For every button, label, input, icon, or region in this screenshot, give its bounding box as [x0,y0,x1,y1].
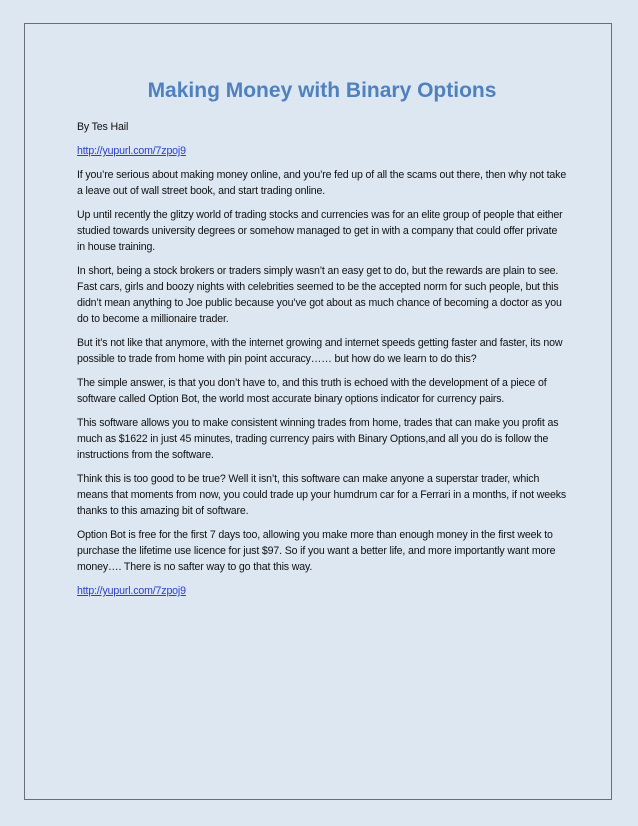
paragraph-3: In short, being a stock brokers or traders simply wasn’t an easy get to do, but the rewards are plain to see. Fast cars, girls and boozy nights with celebrities seemed to be the accepted norm for such people, but this didn’t mean anything to Joe public because you’ve got about as much chance of becoming a doctor as you do to become a millionaire trader. [77,265,562,325]
paragraph-1: If you’re serious about making money online, and you’re fed up of all the scams out there, then why not take a leave out of wall street book, and start trading online. [77,169,567,197]
byline: By Tes Hail [77,121,129,133]
document-body [77,76,567,607]
paragraph-5: The simple answer, is that you don’t have to, and this truth is echoed with the development of a piece of software called Option Bot, the world most accurate binary options indicator for currency pairs. [77,377,547,405]
paragraph-6: This software allows you to make consistent winning trades from home, trades that can make you profit as much as $1622 in just 45 minutes, trading currency pairs with Binary Options,and all you do is follow the instructions from the software. [77,417,559,461]
url-link-bottom[interactable]: http://yupurl.com/7zpoj9 [77,585,186,597]
document-title: Making Money with Binary Options [147,79,497,102]
paragraph-2: Up until recently the glitzy world of trading stocks and currencies was for an elite group of people that either studied towards university degrees or somehow managed to get in with a company that could offer private in house training. [77,209,563,253]
paragraph-4: But it’s not like that anymore, with the internet growing and internet speeds getting faster and faster, its now possible to trade from home with pin point accuracy…… but how do we learn to do this? [77,337,563,365]
url-link-top[interactable]: http://yupurl.com/7zpoj9 [77,145,186,157]
paragraph-7: Think this is too good to be true? Well it isn’t, this software can make anyone a superstar trader, which means that moments from now, you could trade up your humdrum car for a Ferrari in a months, if not weeks thanks to this amazing bit of software. [77,473,567,517]
paragraph-8: Option Bot is free for the first 7 days too, allowing you make more than enough money in the first week to purchase the lifetime use licence for just $97. So if you want a better life, and more importantly want more money…. There is no safter way to go that this way. [77,529,556,573]
